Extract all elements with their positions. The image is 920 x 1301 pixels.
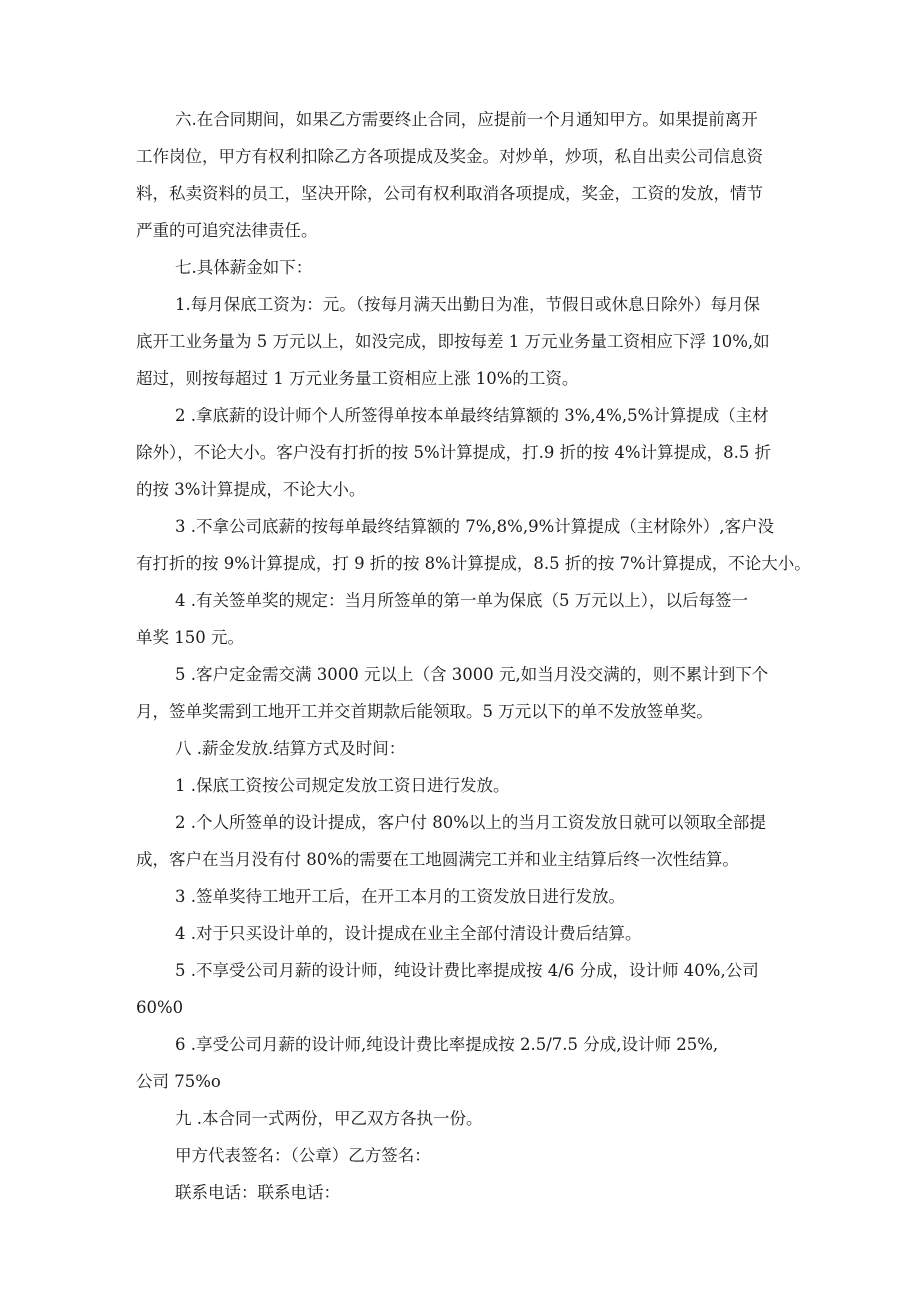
text-line: 公司 75%o	[136, 1072, 221, 1091]
paragraph	[136, 804, 786, 878]
text-line: 料，私卖资料的员工，坚决开除，公司有权利取消各项提成，奖金，工资的发放，情节	[136, 184, 763, 203]
paragraph	[136, 730, 786, 767]
paragraph	[136, 656, 786, 730]
text-line: 九 .本合同一式两份，甲乙双方各执一份。	[175, 1109, 483, 1128]
text-line: 1 .保底工资按公司规定发放工资日进行发放。	[175, 776, 510, 795]
text-line: 七.具体薪金如下：	[175, 258, 313, 277]
text-line: 的按 3%计算提成，不论大小。	[136, 480, 366, 499]
text-line: 六.在合同期间，如果乙方需要终止合同，应提前一个月通知甲方。如果提前离开	[175, 110, 758, 129]
text-line: 单奖 150 元。	[136, 628, 244, 647]
paragraph	[136, 1137, 786, 1174]
paragraph	[136, 286, 786, 397]
paragraph	[136, 767, 786, 804]
paragraph	[136, 101, 786, 249]
text-line: 60%0	[136, 998, 184, 1017]
paragraph	[136, 249, 786, 286]
text-line: 有打折的按 9%计算提成，打 9 折的按 8%计算提成，8.5 折的按 7%计算提成，不论大小。	[136, 554, 811, 573]
text-line: 甲方代表签名：（公章）乙方签名：	[175, 1146, 431, 1165]
text-line: 5 .客户定金需交满 3000 元以上（含 3000 元,如当月没交满的，则不累计到下个	[175, 665, 769, 684]
paragraph	[136, 397, 786, 508]
paragraph	[136, 1100, 786, 1137]
text-line: 4 .对于只买设计单的，设计提成在业主全部付清设计费后结算。	[175, 924, 642, 943]
text-line: 底开工业务量为 5 万元以上，如没完成，即按每差 1 万元业务量工资相应下浮 10%,如	[136, 332, 770, 351]
text-line: 5 .不享受公司月薪的设计师，纯设计费比率提成按 4/6 分成，设计师 40%,公司	[175, 961, 759, 980]
text-line: 2 .个人所签单的设计提成，客户付 80%以上的当月工资发放日就可以领取全部提	[175, 813, 766, 832]
paragraph	[136, 915, 786, 952]
text-line: 工作岗位，甲方有权利扣除乙方各项提成及奖金。对炒单，炒项，私自出卖公司信息资	[136, 147, 763, 166]
paragraph	[136, 582, 786, 656]
text-line: 八 .薪金发放.结算方式及时间：	[175, 739, 406, 758]
text-line: 成，客户在当月没有付 80%的需要在工地圆满完工并和业主结算后终一次性结算。	[136, 850, 739, 869]
paragraph	[136, 878, 786, 915]
text-line: 1.每月保底工资为：元。（按每月满天出勤日为准，节假日或休息日除外）每月保	[175, 295, 760, 314]
text-line: 3 .签单奖待工地开工后，在开工本月的工资发放日进行发放。	[175, 887, 625, 906]
text-line: 月，签单奖需到工地开工并交首期款后能领取。5 万元以下的单不发放签单奖。	[136, 702, 713, 721]
paragraph	[136, 1174, 786, 1211]
text-line: 除外），不论大小。客户没有打折的按 5%计算提成，打.9 折的按 4%计算提成，8.5 折	[136, 443, 772, 462]
paragraph	[136, 1026, 786, 1100]
paragraph	[136, 952, 786, 1026]
text-line: 4 .有关签单奖的规定：当月所签单的第一单为保底（5 万元以上），以后每签一	[175, 591, 748, 610]
paragraph	[136, 508, 811, 582]
text-line: 2 .拿底薪的设计师个人所签得单按本单最终结算额的 3%,4%,5%计算提成（主材	[175, 406, 769, 425]
contract-body	[136, 101, 811, 1211]
text-line: 严重的可追究法律责任。	[136, 221, 318, 240]
text-line: 联系电话：联系电话：	[175, 1183, 340, 1202]
text-line: 3 .不拿公司底薪的按每单最终结算额的 7%,8%,9%计算提成（主材除外）,客户没	[175, 517, 774, 536]
text-line: 超过，则按每超过 1 万元业务量工资相应上涨 10%的工资。	[136, 369, 579, 388]
text-line: 6 .享受公司月薪的设计师,纯设计费比率提成按 2.5/7.5 分成,设计师 25%,	[175, 1035, 719, 1054]
